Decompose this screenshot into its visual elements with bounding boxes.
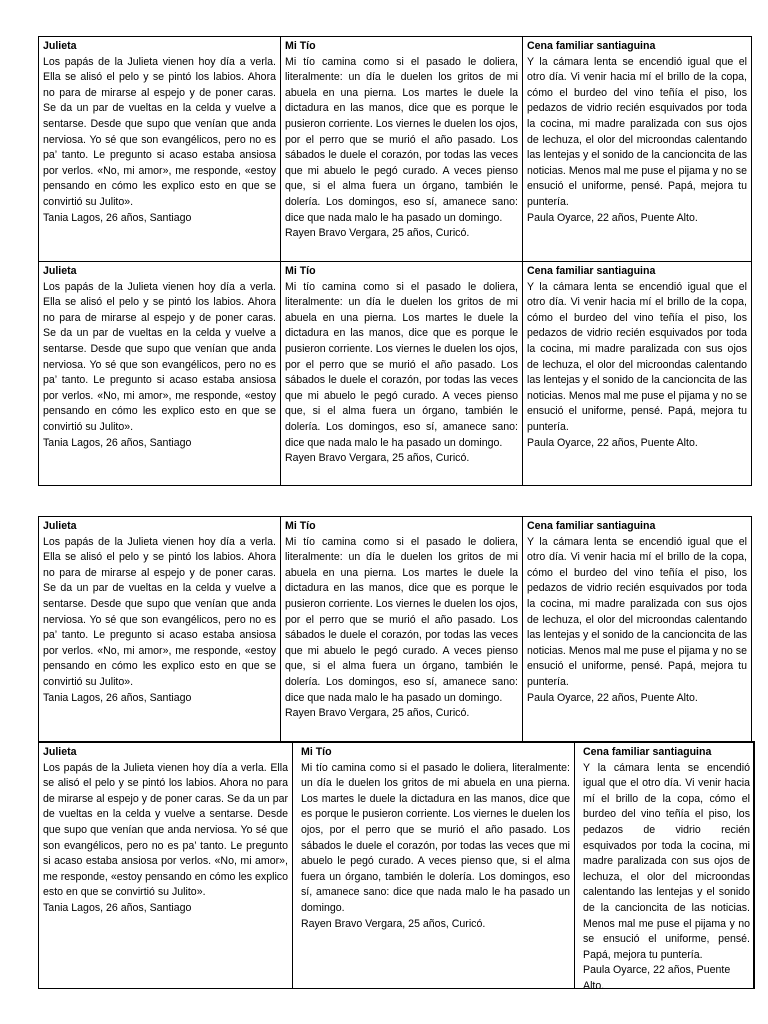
story-author: Tania Lagos, 26 años, Santiago — [43, 436, 192, 449]
story-body: Mi tío camina como si el pasado le doliera, literalmente: un día le duelen los gritos de mi abuela en una pierna. Los martes le duele la dictadura en las manos, dice que es porque le pusieron corriente. Los viernes le duelen los ojos, por el perro que se murió el año pasado. Los sábados le duele el corazón, por todas las veces que mi abuelo le pegó curado. A veces pienso que, si el alma fuera un órgano, también le dolería. Los domingos, eso sí, amanece sano: dice que nada malo le ha pasado un domingo. — [285, 280, 518, 449]
table-row — [39, 37, 752, 262]
story-body: Y la cámara lenta se encendió igual que el otro día. Vi venir hacia mí el brillo de la copa, cómo el burdeo del vino teñía el piso, los pedazos de vidrio recién esquivados por toda la cocina, mi madre paralizada con sus ojos de lechuza, el olor del microondas calentando las lentejas y el sonido de la cancioncita de las noticias. Menos mal me puse el pijama y no se ensució el uniforme, pensé. Papá, mejora tu puntería. — [527, 535, 747, 688]
story-body: Mi tío camina como si el pasado le doliera, literalmente: un día le duelen los gritos de mi abuela en una pierna. Los martes le duele la dictadura en las manos, dice que es porque le pusieron corriente. Los viernes le duelen los ojos, por el perro que se murió el año pasado. Los sábados le duele el corazón, por todas las veces que mi abuelo le pegó curado. A veces pienso que, si el alma fuera un órgano, también le dolería. Los domingos, eso sí, amanece sano: dice que nada malo le ha pasado un domingo. — [285, 55, 518, 224]
story-title: Mi Tío — [285, 265, 316, 277]
story-author: Paula Oyarce, 22 años, Puente Alto. — [527, 691, 698, 704]
story-author: Rayen Bravo Vergara, 25 años, Curicó. — [285, 452, 470, 465]
story-title: Cena familiar santiaguina — [527, 40, 656, 52]
story-table-bottom — [38, 516, 752, 742]
story-body: Los papás de la Julieta vienen hoy día a verla. Ella se alisó el pelo y se pintó los labios. Ahora no para de mirarse al espejo y de poner caras. Se da un par de vueltas en la celda y vuelve a sentarse. Desde que supo que venían que anda nerviosa. Yo sé que son evangélicos, pero no es pa’ tanto. Le pregunto si acaso estaba ansiosa por verlos. «No, mi amor», me responde, «estoy pensando en cómo les explico esto en que se convirtió su Julito». — [43, 535, 276, 688]
story-body: Mi tío camina como si el pasado le doliera, literalmente: un día le duelen los gritos de mi abuela en una pierna. Los martes le duele la dictadura en las manos, dice que es porque le pusieron corriente. Los viernes le duelen los ojos, por el perro que se murió el año pasado. Los sábados le duele el corazón, por todas las veces que mi abuelo le pegó curado. A veces pienso que, si el alma fuera un órgano, también le dolería. Los domingos, eso sí, amanece sano: dice que nada malo le ha pasado un domingo. — [301, 761, 570, 914]
story-cell-cena — [523, 517, 752, 742]
story-cell-mitio — [281, 262, 523, 486]
story-body: Los papás de la Julieta vienen hoy día a verla. Ella se alisó el pelo y se pintó los labios. Ahora no para de mirarse al espejo y de poner caras. Se da un par de vueltas en la celda y vuelve a sentarse. Desde que supo que venían que anda nerviosa. Yo sé que son evangélicos, pero no es pa’ tanto. Le pregunto si acaso estaba ansiosa por verlos. «No, mi amor», me responde, «estoy pensando en cómo les explico esto en que se convirtió su Julito». — [43, 761, 288, 899]
story-table-top — [38, 36, 752, 486]
story-cell-mitio — [281, 517, 523, 742]
story-title: Mi Tío — [301, 746, 332, 758]
table-row — [39, 262, 752, 486]
story-author: Paula Oyarce, 22 años, Puente Alto. — [583, 964, 731, 992]
story-body: Y la cámara lenta se encendió igual que el otro día. Vi venir hacia mí el brillo de la copa, cómo el burdeo del vino teñía el piso, los pedazos de vidrio recién esquivados por toda la cocina, mi madre paralizada con sus ojos de lechuza, el olor del microondas calentando las lentejas y el sonido de la cancioncita de las noticias. Menos mal me puse el pijama y no se ensució el uniforme, pensé. Papá, mejora tu puntería. — [583, 761, 750, 961]
story-body: Y la cámara lenta se encendió igual que el otro día. Vi venir hacia mí el brillo de la copa, cómo el burdeo del vino teñía el piso, los pedazos de vidrio recién esquivados por toda la cocina, mi madre paralizada con sus ojos de lechuza, el olor del microondas calentando las lentejas y el sonido de la cancioncita de las noticias. Menos mal me puse el pijama y no se ensució el uniforme, pensé. Papá, mejora tu puntería. — [527, 280, 747, 433]
story-cell-julieta — [39, 517, 281, 742]
story-author: Rayen Bravo Vergara, 25 años, Curicó. — [285, 707, 470, 720]
story-title: Julieta — [43, 40, 77, 52]
story-author: Rayen Bravo Vergara, 25 años, Curicó. — [285, 227, 470, 240]
story-cell-mitio — [293, 743, 575, 988]
story-body: Los papás de la Julieta vienen hoy día a verla. Ella se alisó el pelo y se pintó los labios. Ahora no para de mirarse al espejo y de poner caras. Se da un par de vueltas en la celda y vuelve a sentarse. Desde que supo que venían que anda nerviosa. Yo sé que son evangélicos, pero no es pa’ tanto. Le pregunto si acaso estaba ansiosa por verlos. «No, mi amor», me responde, «estoy pensando en cómo les explico esto en que se convirtió su Julito». — [43, 55, 276, 208]
story-author: Tania Lagos, 26 años, Santiago — [43, 691, 192, 704]
table-row — [39, 517, 752, 742]
story-cell-julieta — [39, 37, 281, 262]
story-row-last — [38, 741, 755, 992]
story-body: Y la cámara lenta se encendió igual que el otro día. Vi venir hacia mí el brillo de la copa, cómo el burdeo del vino teñía el piso, los pedazos de vidrio recién esquivados por toda la cocina, mi madre paralizada con sus ojos de lechuza, el olor del microondas calentando las lentejas y el sonido de la cancioncita de las noticias. Menos mal me puse el pijama y no se ensució el uniforme, pensé. Papá, mejora tu puntería. — [527, 55, 747, 208]
story-cell-julieta — [39, 743, 293, 988]
story-author: Paula Oyarce, 22 años, Puente Alto. — [527, 211, 698, 224]
story-author: Tania Lagos, 26 años, Santiago — [43, 901, 192, 914]
story-cell-cena — [523, 37, 752, 262]
story-body: Los papás de la Julieta vienen hoy día a verla. Ella se alisó el pelo y se pintó los labios. Ahora no para de mirarse al espejo y de poner caras. Se da un par de vueltas en la celda y vuelve a sentarse. Desde que supo que venían que anda nerviosa. Yo sé que son evangélicos, pero no es pa’ tanto. Le pregunto si acaso estaba ansiosa por verlos. «No, mi amor», me responde, «estoy pensando en cómo les explico esto en que se convirtió su Julito». — [43, 280, 276, 433]
story-title: Julieta — [43, 265, 77, 277]
story-author: Paula Oyarce, 22 años, Puente Alto. — [527, 436, 698, 449]
story-author: Rayen Bravo Vergara, 25 años, Curicó. — [301, 917, 486, 930]
story-title: Julieta — [43, 746, 77, 758]
story-title: Mi Tío — [285, 520, 316, 532]
story-title: Mi Tío — [285, 40, 316, 52]
story-cell-mitio — [281, 37, 523, 262]
story-title: Julieta — [43, 520, 77, 532]
story-title: Cena familiar santiaguina — [583, 746, 712, 758]
story-cell-cena — [523, 262, 752, 486]
story-title: Cena familiar santiaguina — [527, 265, 656, 277]
story-cell-julieta — [39, 262, 281, 486]
story-cell-cena — [575, 743, 754, 992]
story-author: Tania Lagos, 26 años, Santiago — [43, 211, 192, 224]
story-title: Cena familiar santiaguina — [527, 520, 656, 532]
story-body: Mi tío camina como si el pasado le doliera, literalmente: un día le duelen los gritos de mi abuela en una pierna. Los martes le duele la dictadura en las manos, dice que es porque le pusieron corriente. Los viernes le duelen los ojos, por el perro que se murió el año pasado. Los sábados le duele el corazón, por todas las veces que mi abuelo le pegó curado. A veces pienso que, si el alma fuera un órgano, también le dolería. Los domingos, eso sí, amanece sano: dice que nada malo le ha pasado un domingo. — [285, 535, 518, 704]
